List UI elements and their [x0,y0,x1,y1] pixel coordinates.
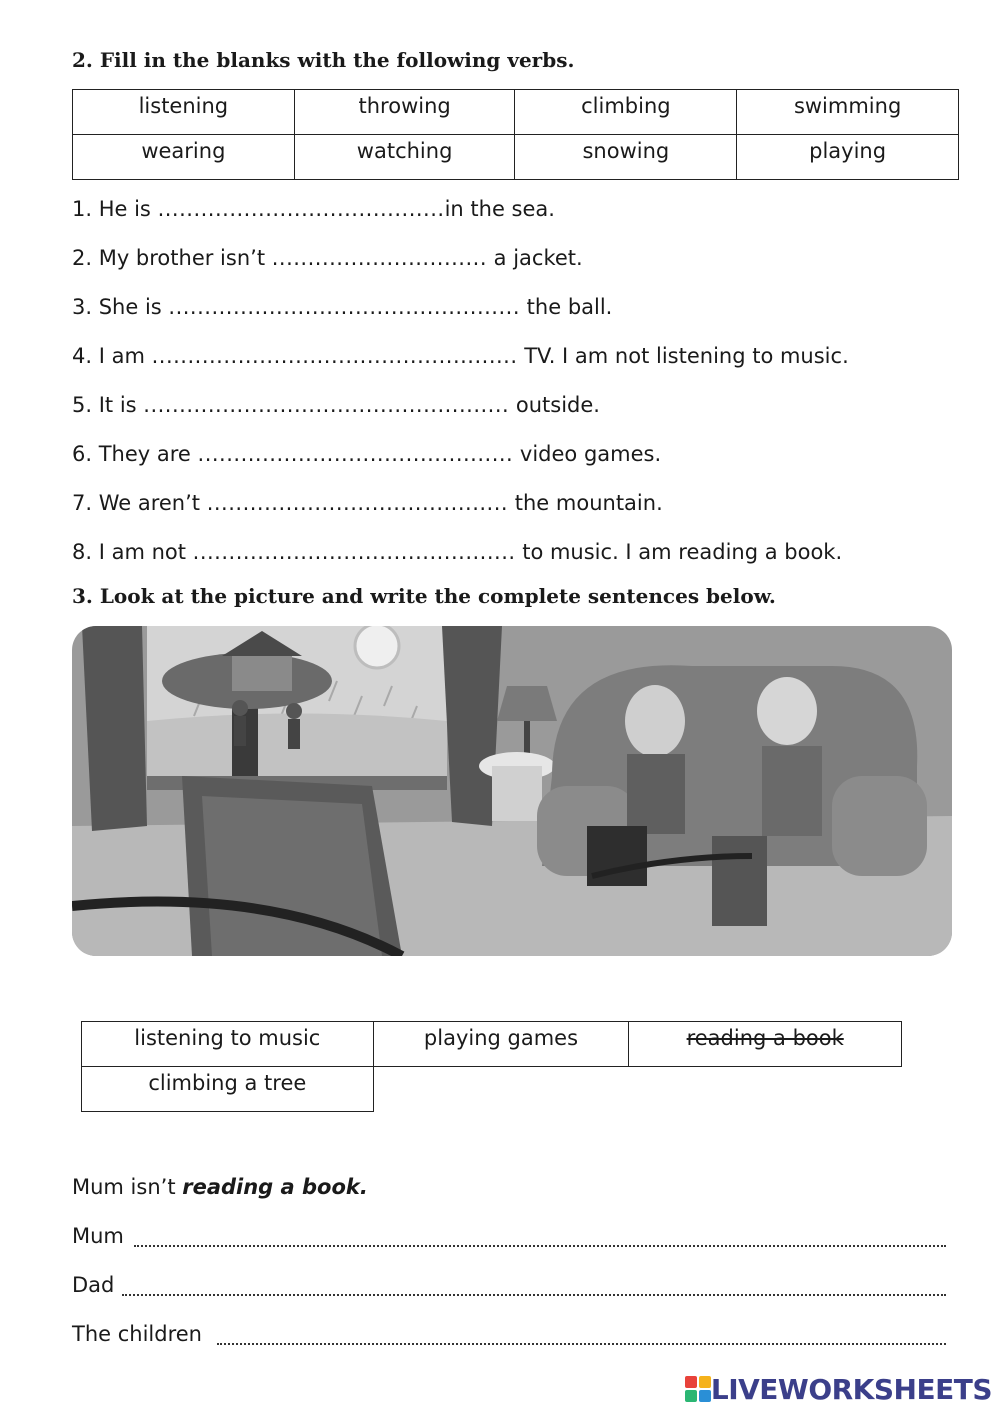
sentence-end: a jacket. [487,246,583,270]
phrase-bank-row [82,1022,902,1067]
blank-input[interactable]: ............................................ [197,442,514,466]
logo-icon [685,1376,711,1402]
answer-label: Dad [72,1273,115,1297]
word-bank-row [73,135,959,180]
sentence-start: 4. I am [72,344,152,368]
sentence-8 [72,539,842,565]
sentence-end: to music. I am reading a book. [515,540,843,564]
phrase-cell: listening to music [82,1022,374,1067]
word-cell: listening [73,90,295,135]
sentence-end: the mountain. [508,491,663,515]
blank-input[interactable]: ............................................. [192,540,516,564]
liveworksheets-logo [685,1369,992,1409]
sentence-start: 6. They are [72,442,198,466]
section-3-heading: 3. Look at the picture and write the complete sentences below. [72,584,776,608]
sentence-start: 3. She is [72,295,169,319]
sentence-start: 5. It is [72,393,144,417]
phrase-cell: climbing a tree [82,1067,374,1112]
phrase-cell-crossed-out: reading a book [629,1022,902,1067]
word-cell: climbing [515,90,737,135]
word-cell: watching [294,135,515,180]
sentence-3 [72,294,612,320]
blank-input[interactable]: ................................................. [168,295,520,319]
blank-input[interactable]: .......................................... [206,491,509,515]
sentence-end: outside. [509,393,600,417]
answer-label: Mum [72,1224,124,1248]
living-room-illustration [72,626,952,956]
answer-input[interactable] [122,1294,946,1296]
word-cell: wearing [73,135,295,180]
answer-input[interactable] [217,1343,946,1345]
word-bank-row [73,90,959,135]
example-sentence [72,1175,368,1199]
blank-input[interactable]: ........................................ [157,197,445,221]
phrase-bank-row [82,1067,902,1112]
word-cell: playing [737,135,959,180]
scene-drawing [72,626,952,956]
sentence-7 [72,490,663,516]
example-prefix: Mum isn’t [72,1175,183,1199]
phrase-word-bank [81,1021,902,1112]
answer-label: The children [72,1322,202,1346]
answer-line-children [72,1322,946,1350]
sentence-5 [72,392,600,418]
sentence-6 [72,441,661,467]
sentence-end: the ball. [520,295,613,319]
example-answer: reading a book. [182,1175,368,1199]
blank-input[interactable]: .............................. [271,246,487,270]
sentence-4 [72,343,849,369]
sentence-start: 1. He is [72,197,158,221]
logo-text: LIVEWORKSHEETS [710,1372,992,1406]
answer-line-dad [72,1273,946,1301]
sentence-end: in the sea. [444,197,555,221]
sentence-end: video games. [513,442,662,466]
blank-input[interactable]: ................................................... [143,393,510,417]
sentence-start: 8. I am not [72,540,193,564]
answer-line-mum [72,1224,946,1252]
blank-input[interactable]: ................................................... [151,344,518,368]
verb-word-bank [72,89,959,180]
sentence-end: TV. I am not listening to music. [517,344,849,368]
word-cell: swimming [737,90,959,135]
sentence-start: 7. We aren’t [72,491,207,515]
sentence-1 [72,196,555,222]
sentence-2 [72,245,583,271]
word-cell: snowing [515,135,737,180]
section-2-heading: 2. Fill in the blanks with the following verbs. [72,48,575,72]
sentence-start: 2. My brother isn’t [72,246,272,270]
word-cell: throwing [294,90,515,135]
answer-input[interactable] [134,1245,946,1247]
phrase-cell: playing games [373,1022,629,1067]
